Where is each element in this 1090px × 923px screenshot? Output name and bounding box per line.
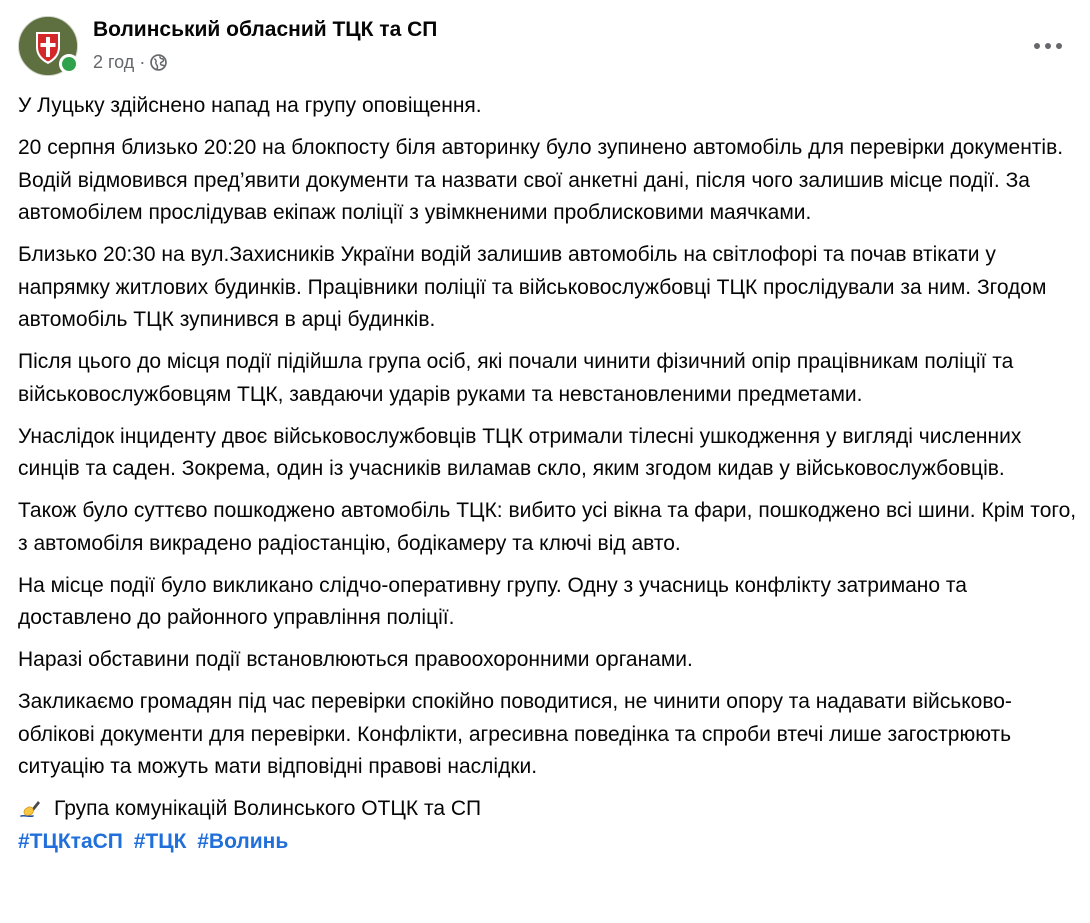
- writing-hand-icon: [18, 797, 42, 821]
- post-paragraph: Наразі обставини події встановлюються правоохоронними органами.: [18, 648, 693, 671]
- online-status-dot: [59, 54, 79, 74]
- meta-separator: ·: [139, 52, 146, 72]
- post-signature: [18, 793, 1078, 826]
- post-paragraph: Близько 20:30 на вул.Захисників України водій залишив автомобіль на світлофорі та почав втікати у напрямку житлових будинків. Працівники поліції та військовослужбовці ТЦК прослідували за ним. Згодом автомобіль ТЦК зупинився в арці будинків.: [18, 243, 1047, 331]
- hashtag-link[interactable]: #Волинь: [197, 829, 289, 853]
- post-timestamp[interactable]: 2 год: [93, 52, 135, 72]
- page-name-link[interactable]: Волинський обласний ТЦК та СП: [93, 18, 438, 41]
- globe-icon[interactable]: [150, 54, 167, 71]
- post-paragraph: На місце події було викликано слідчо-оперативну групу. Одну з учасниць конфлікту затримано та доставлено до районного управління поліції.: [18, 573, 967, 629]
- post-paragraph: Після цього до місця події підійшла група осіб, які почали чинити фізичний опір працівникам поліції та військовослужбовцям ТЦК, завдаючи ударів руками та невстановленими предметами.: [18, 350, 1014, 406]
- signature-text: Група комунікацій Волинського ОТЦК та СП: [54, 797, 482, 820]
- hashtag-link[interactable]: #ТЦКтаСП: [18, 829, 123, 853]
- hashtag-link[interactable]: #ТЦК: [133, 829, 187, 853]
- post-paragraph: Унаслідок інциденту двоє військовослужбовців ТЦК отримали тілесні ушкодження у вигляді численних синців та саден. Зокрема, один із учасників виламав скло, яким згодом кидав у військовослужбовців.: [18, 424, 1022, 480]
- page-avatar[interactable]: [18, 16, 78, 76]
- post-paragraph: Також було суттєво пошкоджено автомобіль ТЦК: вибито усі вікна та фари, пошкоджено всі шини. Крім того, з автомобіля викрадено радіостанцію, бодікамеру та ключі від авто.: [18, 499, 1077, 555]
- post-text: [18, 90, 1078, 858]
- post-paragraph: Закликаємо громадян під час перевірки спокійно поводитися, не чинити опору та надавати військово-облікові документи для перевірки. Конфлікти, агресивна поведінка та спроби втечі лише загострюють ситуацію та можуть мати відповідні правові наслідки.: [18, 690, 1012, 778]
- post-paragraph: У Луцьку здійснено напад на групу оповіщення.: [18, 94, 482, 117]
- post-paragraph: 20 серпня близько 20:20 на блокпосту біля авторинку було зупинено автомобіль для перевірки документів. Водій відмовився пред’явити документи та назвати свої анкетні дані, після чого залишив місце події. За автомобілем прослідував екіпаж поліції з увімкненими проблисковими маячками.: [18, 136, 1064, 224]
- post-meta: [93, 52, 167, 73]
- hashtag-list: [18, 826, 1078, 859]
- more-options-icon[interactable]: [1020, 28, 1076, 64]
